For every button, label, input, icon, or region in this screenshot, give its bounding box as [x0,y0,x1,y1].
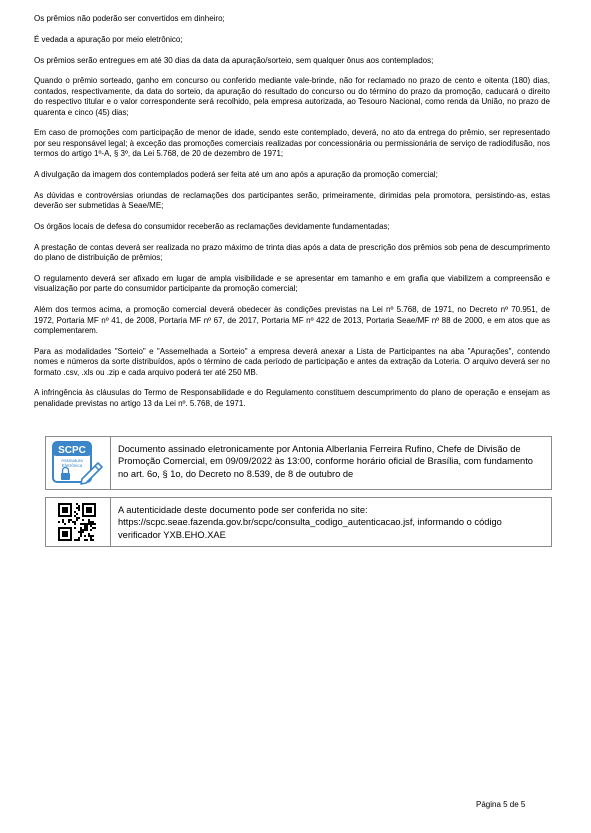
paragraph-13: A infringência às cláusulas do Termo de Responsabilidade e do Regulamento constituem descumprimento do plano de operação e ensejam as penalidade previstas no artigo 13 da Lei nº. 5.768, de 1971. [34,388,550,408]
scpc-signature-logo [52,441,104,485]
paragraph-4: Quando o prêmio sorteado, ganho em concurso ou conferido mediante vale-brinde, não for reclamado no prazo de cento e oitenta (180) dias, contados, respectivamente, da data do sorteio, da apuração do resultado do concurso ou do término do prazo da promoção, caducará o direito do respectivo titular e o valor correspondente será recolhido, pela empresa autorizada, ao Tesouro Nacional, como renda da União, no prazo de quarenta e cinco (45) dias; [34,76,550,117]
page-number: Página 5 de 5 [476,800,526,809]
paragraph-2: É vedada a apuração por meio eletrônico; [34,34,183,44]
logo-subtext-2: Eletrônica [61,463,83,468]
paragraph-10: O regulamento deverá ser afixado em lugar de ampla visibilidade e se apresentar em tamanho e em grafia que viabilizem a compreensão e visualização por parte do consumidor participante da promoção comercial; [34,274,550,294]
document-body [34,14,550,420]
paragraph-12: Para as modalidades "Sorteio" e "Assemelhada a Sorteio" a empresa deverá anexar a Lista de Participantes na aba "Apurações", contendo nomes e números da sorte distribuídos, após o término de cada período de participação e antes da extração da Loteria. O arquivo deverá ser no formato .csv, .xls ou .zip e cada arquivo poderá ter até 250 MB. [34,346,550,377]
logo-text: SCPC [58,445,86,456]
paragraph-1: Os prêmios não poderão ser convertidos em dinheiro; [34,14,225,23]
qr-code-icon [58,503,96,541]
paragraph-5: Em caso de promoções com participação de menor de idade, sendo este contemplado, deverá, no ato da entrega do prêmio, ser representado por seu responsável legal; à exceção das promoções comerciais realizadas por concessionária ou permissionária de serviço de radiodifusão, nos termos do artigo 1º-A, § 3º, da Lei 5.768, de 20 de dezembro de 1971; [34,128,550,159]
paragraph-9: A prestação de contas deverá ser realizada no prazo máximo de trinta dias após a data de prescrição dos prêmios sob pena de descumprimento do plano de distribuição de prêmios; [34,242,550,263]
signature-text: Documento assinado eletronicamente por Antonia Alberlania Ferreira Rufino, Chefe de Divisão de Promoção Comercial, em 09/09/2022 às 13:00, conforme horário oficial de Brasília, com fundamento no art. 6o, § 1o, do Decreto no 8.539, de 8 de outubro de [118,444,533,479]
paragraph-7: As dúvidas e controvérsias oriundas de reclamações dos participantes serão, primeiramente, dirimidas pela promotora, persistindo-as, estas deverão ser submetidas à Seae/ME; [34,190,550,211]
paragraph-3: Os prêmios serão entregues em até 30 dias da data da apuração/sorteio, sem qualquer ônus aos contemplados; [34,55,434,65]
paragraph-6: A divulgação da imagem dos contemplados poderá ser feita até um ano após a apuração da promoção comercial; [34,170,438,180]
paragraph-11: Além dos termos acima, a promoção comercial deverá obedecer às condições previstas na Lei nº 5.768, de 1971, no Decreto nº 70.951, de 1972, Portaria MF nº 41, de 2008, Portaria MF nº 67, de 2017, Portaria MF nº 422 de 2013, Portaria Seae/MF nº 88 de 2000, e em atos que as complementarem. [34,305,550,336]
authenticity-text: A autenticidade deste documento pode ser conferida no site: https://scpc.seae.fazenda.gov.br/scpc/consulta_codigo_autenticacao.jsf, informando o código verificador YXB.EHO.XAE [118,505,502,540]
logo-subtext-1: Assinatura [61,458,83,463]
signature-box [45,436,552,490]
paragraph-8: Os órgãos locais de defesa do consumidor receberão as reclamações devidamente fundamentadas; [34,222,390,232]
authenticity-box [45,497,552,547]
signature-logo-cell [46,437,111,489]
qr-code-cell [46,498,111,546]
